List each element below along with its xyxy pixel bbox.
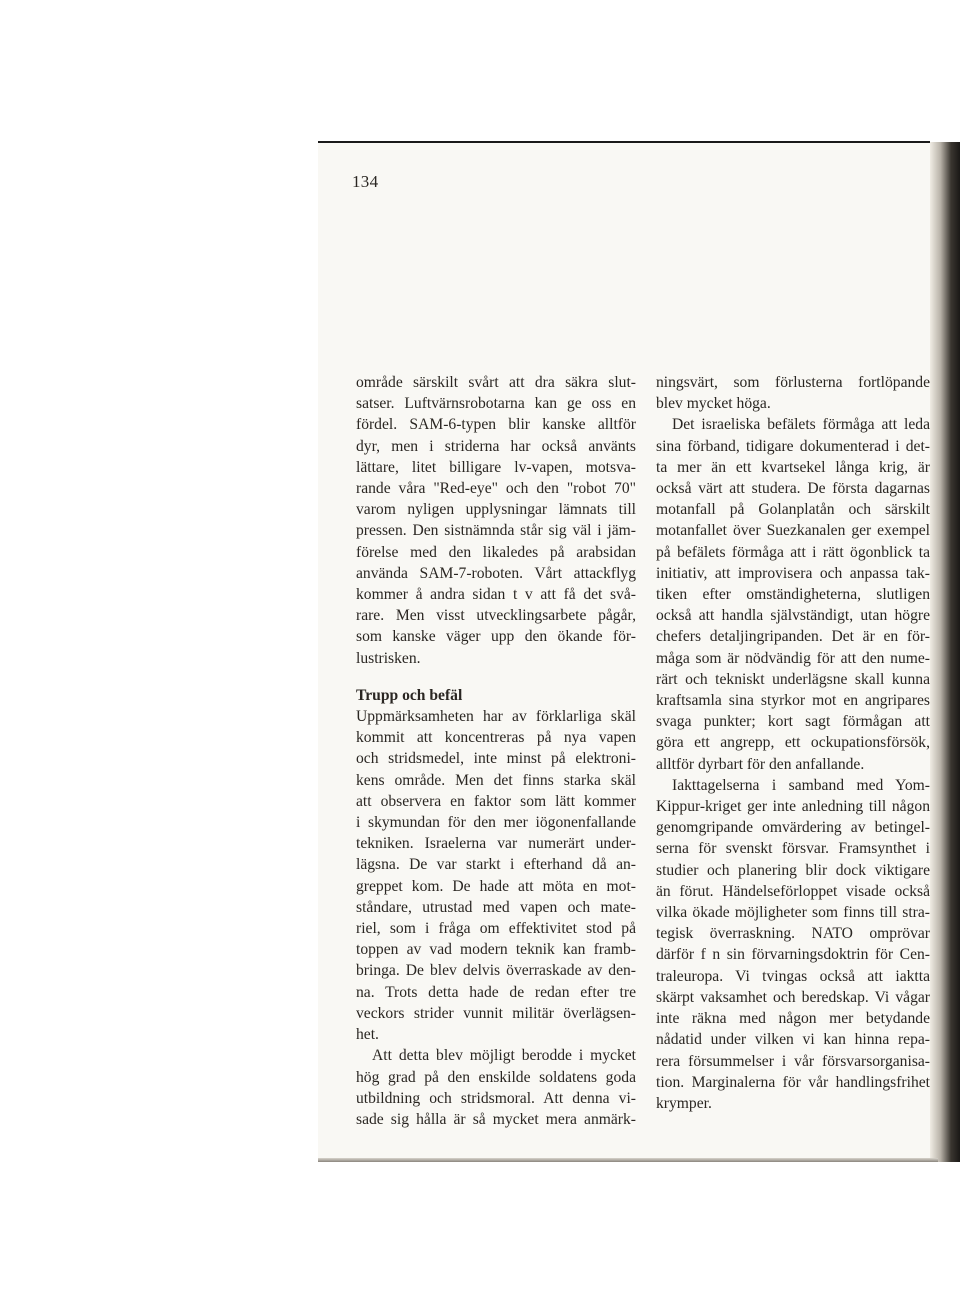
text-line: ståndare, utrustad med vapen och mate- xyxy=(356,898,636,916)
text-line: riel, som i fråga om effektivitet stod på xyxy=(356,920,636,938)
page-bottom-edge xyxy=(318,1158,938,1162)
right-column xyxy=(656,372,930,1114)
text-line: ningsvärt, som förlusterna fortlöpande xyxy=(656,374,930,391)
text-line: toppen av vad modern teknik kan framb- xyxy=(356,941,636,959)
text-line: nådatid under vilken vi kan hinna repa- xyxy=(656,1031,930,1049)
text-line: motanfallet över Suezkanalen ger exempel xyxy=(656,522,930,540)
book-spine-shadow xyxy=(930,142,960,1162)
text-line: lustrisken. xyxy=(356,649,421,667)
text-line: också att handla självständigt, utan högre xyxy=(656,607,930,625)
text-line: rärt och tekniskt underlägsne skall kunna xyxy=(656,670,930,688)
text-line: än förut. Händelseförloppet visade också xyxy=(656,882,930,900)
left-column xyxy=(356,372,636,1130)
right-paragraph-1 xyxy=(656,372,930,414)
right-paragraph-3 xyxy=(656,775,930,1114)
text-line: genomgripande omvärdering av betingel- xyxy=(656,819,930,837)
text-line: i skymundan för den mer iögonenfallande xyxy=(356,814,636,832)
text-line: serna för svenskt försvar. Framsynthet i xyxy=(656,840,930,858)
text-line: kommit att koncentreras på nya vapen xyxy=(356,729,636,747)
text-line: kens område. Men det finns starka skäl xyxy=(356,771,636,789)
text-line: utbildning och stridsmoral. Att denna vi- xyxy=(356,1089,636,1107)
text-line: blev mycket höga. xyxy=(656,395,771,413)
text-line: skärpt vaksamhet och beredskap. Vi vågar xyxy=(656,988,930,1006)
text-line: bringa. De blev delvis överraskade av den- xyxy=(356,962,636,980)
text-line: kraftsamla sina styrkor mot en angripares xyxy=(656,692,930,710)
text-line: sade sig hålla är så mycket mera anmärk- xyxy=(356,1110,636,1128)
text-line: Uppmärksamheten har av förklarliga skäl xyxy=(356,708,636,726)
page-top-edge xyxy=(318,141,930,143)
text-line: fördel. SAM-6-typen blir kanske alltför xyxy=(356,416,636,434)
text-line: använda SAM-7-roboten. Vårt attackflyg xyxy=(356,564,636,582)
text-line: att observera en faktor som lätt kommer xyxy=(356,792,636,810)
text-line: lättare, litet billigare lv-vapen, motsva- xyxy=(356,458,636,476)
text-line: tiken efter omständigheterna, slutligen xyxy=(656,586,930,604)
text-line: göra ett angrepp, ett ockupationsförsök, xyxy=(656,734,930,752)
text-line: traleuropa. Vi tvingas också att iaktta xyxy=(656,967,930,985)
text-line: rare. Men visst utvecklingsarbete pågår, xyxy=(356,607,636,625)
text-line: hög grad på den enskilde soldatens goda xyxy=(356,1068,636,1086)
section-heading: Trupp och befäl xyxy=(356,686,463,704)
text-line: på befälets förmåga att i rätt ögonblick ta xyxy=(656,543,930,561)
text-line: alltför dyrbart för den anfallande. xyxy=(656,755,865,773)
text-line: studier och planering blir dock viktigare xyxy=(656,861,930,879)
text-line: och stridsmedel, inte minst på elektroni- xyxy=(356,750,636,768)
left-paragraph-2 xyxy=(356,706,636,1045)
text-line: veckors strider vunnit militär överlägsen- xyxy=(356,1004,636,1022)
text-line: som kanske väger upp den ökande för- xyxy=(356,628,636,646)
text-line: Att detta blev möjligt berodde i mycket xyxy=(372,1047,636,1065)
text-line: tion. Marginalerna för vår handlingsfrihet xyxy=(656,1073,930,1091)
right-paragraph-2 xyxy=(656,414,930,774)
left-paragraph-1 xyxy=(356,372,636,669)
text-line: lägsna. De var starkt i efterhand då an- xyxy=(356,856,636,874)
text-line: inte räkna med någon mer betydande xyxy=(656,1010,930,1028)
text-line: chefers detaljingripanden. Det är en för- xyxy=(656,628,930,646)
text-line: Det israeliska befälets förmåga att leda xyxy=(672,416,930,434)
text-line: vilka ökade möjligheter som finns till stra- xyxy=(656,904,930,922)
text-line: förelse med den likaledes på arabsidan xyxy=(356,543,636,561)
text-line: varom nyligen upplysningar lämnats till xyxy=(356,501,636,519)
text-line: tekniken. Israelerna var numerärt under- xyxy=(356,835,636,853)
text-line: Iakttagelserna i samband med Yom- xyxy=(672,776,930,794)
text-line: Kippur-kriget ger inte anledning till någon xyxy=(656,798,930,816)
text-line: område särskilt svårt att dra säkra slut- xyxy=(356,374,636,391)
text-line: dyr, men i striderna har också använts xyxy=(356,437,636,455)
text-line: het. xyxy=(356,1026,379,1044)
text-line: sina förband, tidigare dokumenterad i det- xyxy=(656,437,930,455)
text-line: också värt att studera. De första dagarnas xyxy=(656,480,930,498)
text-line: satser. Luftvärnsrobotarna kan ge oss en xyxy=(356,395,636,413)
page-number: 134 xyxy=(352,172,379,191)
text-line: ta mer än ett kvartsekel långa krig, är xyxy=(656,458,930,476)
text-line: därför f n sin förvarningsdoktrin för Cen- xyxy=(656,946,930,964)
text-line: krymper. xyxy=(656,1094,712,1112)
text-line: svaga punkter; kort sagt förmågan att xyxy=(656,713,930,731)
text-line: motanfall på Golanplatån och särskilt xyxy=(656,501,930,519)
text-line: rande våra "Red-eye" och den "robot 70" xyxy=(356,480,636,498)
text-line: tegisk överraskning. NATO omprövar xyxy=(656,925,930,943)
text-line: greppet kom. De hade att möta en mot- xyxy=(356,877,636,895)
text-line: kommer å andra sidan t v att få det svå- xyxy=(356,586,636,604)
text-line: rera försummelser i vår försvarsorganisa- xyxy=(656,1052,930,1070)
text-line: initiativ, att improvisera och anpassa tak- xyxy=(656,564,930,582)
text-line: måga som är nödvändig för att den nume- xyxy=(656,649,930,667)
text-line: pressen. Den sistnämnda står sig väl i jäm- xyxy=(356,522,636,540)
text-line: na. Trots detta hade de redan efter tre xyxy=(356,983,636,1001)
left-paragraph-3 xyxy=(356,1045,636,1130)
